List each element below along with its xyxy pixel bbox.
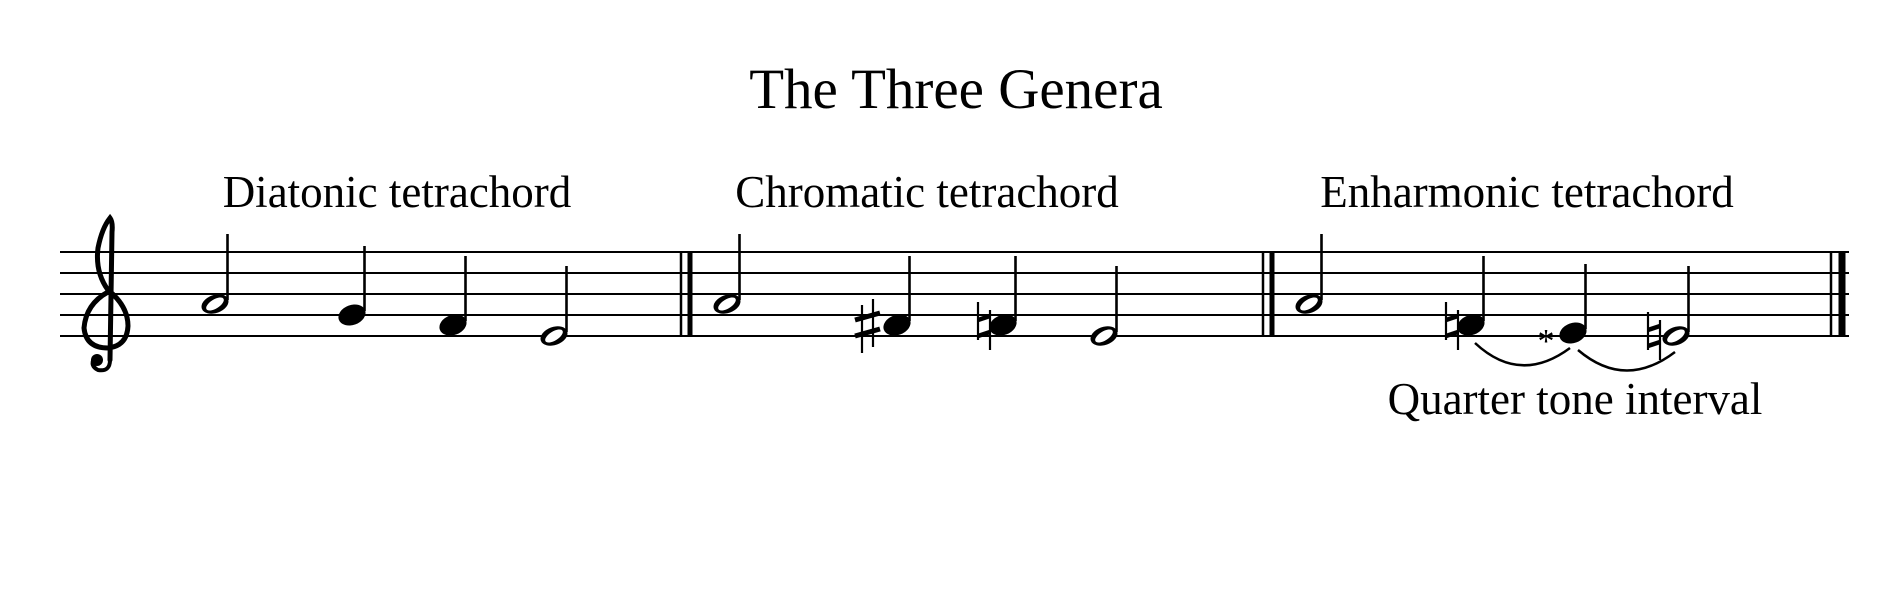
note-diatonic-e-half xyxy=(538,266,570,349)
enharmonic-label: Enharmonic tetrachord xyxy=(1320,167,1734,217)
note-diatonic-f-quarter xyxy=(436,256,469,339)
note-chromatic-e-half xyxy=(1088,266,1120,349)
quarter-tone-asterisk: * xyxy=(1537,323,1555,360)
quarter-tone-annotation: Quarter tone interval xyxy=(1387,374,1763,424)
note-enharmonic-a-half xyxy=(1293,234,1325,317)
sharp-icon xyxy=(855,299,880,353)
note-enharmonic-e-quarter xyxy=(1556,264,1589,347)
slur-1 xyxy=(1475,343,1570,365)
note-diatonic-g-quarter xyxy=(335,246,368,329)
diatonic-label: Diatonic tetrachord xyxy=(222,167,572,217)
natural-icon xyxy=(978,302,990,350)
natural-icon xyxy=(1446,302,1458,350)
note-enharmonic-f-quarter xyxy=(1454,256,1487,339)
chromatic-label: Chromatic tetrachord xyxy=(735,167,1119,217)
note-enharmonic-e-half xyxy=(1660,266,1692,349)
score-title: The Three Genera xyxy=(749,58,1163,121)
note-chromatic-f-quarter xyxy=(986,256,1019,339)
note-diatonic-a-half xyxy=(199,234,231,317)
note-chromatic-fsharp-quarter xyxy=(880,256,913,339)
note-chromatic-a-half xyxy=(711,234,743,317)
